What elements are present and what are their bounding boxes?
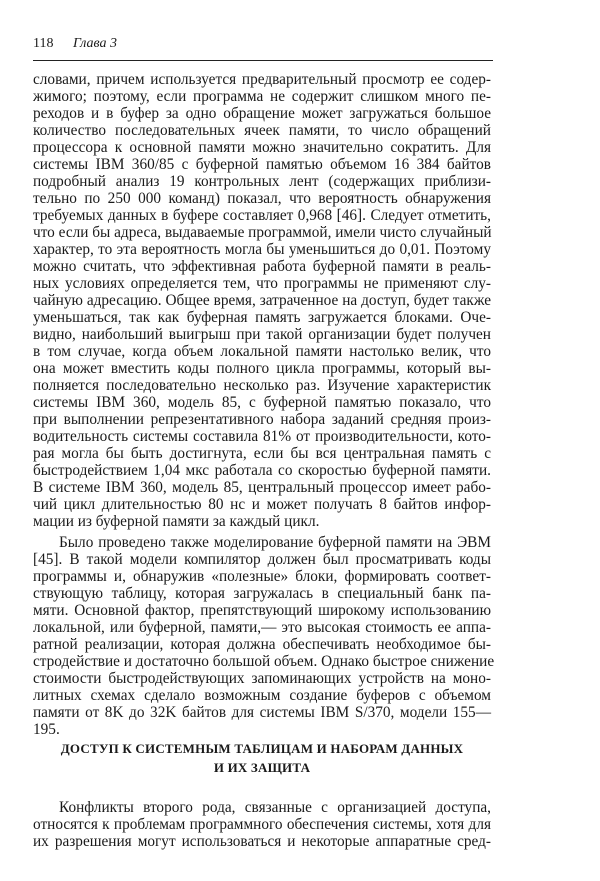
paragraph-3 [33,799,491,850]
text-line: [45]. В такой модели компилятор должен был просматривать коды [33,551,491,568]
text-line: литных схемах сделало возможным создание буферов с объемом [33,687,491,704]
text-line: Было проведено также моделирование буферной памяти на ЭВМ [59,534,491,551]
page-number: 118 [33,36,54,51]
text-line: ратной реализации, которая должна обеспечивать необходимое бы- [33,636,491,653]
text-line: требуемых данных в буфере составляет 0,968 [46]. Следует отметить, [33,207,491,224]
text-line: при выполнении репрезентативного набора заданий средняя произ- [33,411,491,428]
text-line: стродействие и достаточно большой объем. Однако быстрое снижение [33,653,495,670]
text-line: 195. [33,721,60,738]
text-line: в том случае, когда объем локальной памяти настолько велик, что [33,343,491,360]
text-line: жимого; поэтому, если программа не содержит слишком много пе- [33,88,491,105]
chapter-title: Глава 3 [72,36,117,51]
running-header [33,36,117,52]
text-line: системы IBM 360/85 с буферной памятью объемом 16 384 байтов [33,156,491,173]
text-line: ствующую таблицу, которая загружалась в специальный банк па- [33,585,491,602]
text-line: полняется последовательно несколько раз. Изучение характеристик [33,377,491,394]
paragraph-2 [33,534,495,738]
text-line: реходов и в буфер за одно обращение может загружаться большое [33,105,491,122]
text-line: ных условиях определяется тем, что программы не применяют слу- [33,275,491,292]
text-line: стоимости быстродействующих запоминающих устройств на моно- [33,670,491,687]
text-line: характер, то эта вероятность могла бы уменьшиться до 0,01. Поэтому [33,241,491,258]
text-line: Конфликты второго рода, связанные с организацией доступа, [59,799,491,816]
text-line: рая могла бы быть достигнута, если бы вся центральная память с [33,445,491,462]
text-line: процессора к основной памяти можно значительно сократить. Для [33,139,491,156]
header-rule [33,60,493,61]
section-heading [33,739,491,777]
text-line: мяти. Основной фактор, препятствующий широкому использованию [33,602,491,619]
paragraph-1 [33,71,491,530]
text-line: она может вместить коды полного цикла программы, который вы- [33,360,491,377]
text-line: системы IBM 360, модель 85, с буферной памятью показало, что [33,394,491,411]
section-heading-line: И ИХ ЗАЩИТА [213,760,311,775]
text-line: можно считать, что эффективная работа буферной памяти в реаль- [33,258,491,275]
section-heading-line: ДОСТУП К СИСТЕМНЫМ ТАБЛИЦАМ И НАБОРАМ ДАННЫХ [60,741,464,756]
text-line: водительность системы составила 81% от производительности, кото- [33,428,491,445]
text-line: их разрешения могут использоваться и некоторые аппаратные сред- [33,833,491,850]
text-line: чайную адресацию. Общее время, затраченное на доступ, будет также [33,292,491,309]
text-line: количество последовательных ячеек памяти, то число обращений [33,122,491,139]
text-line: словами, причем используется предварительный просмотр ее содер- [33,71,491,88]
text-line: подробный анализ 19 контрольных лент (содержащих приблизи- [33,173,491,190]
text-line: памяти от 8K до 32K байтов для системы IBM S/370, модели 155— [33,704,491,721]
text-line: локальной, или буферной, памяти,— это высокая стоимость ее аппа- [33,619,491,636]
text-line: В системе IBM 360, модель 85, центральный процессор имеет рабо- [33,479,491,496]
text-line: уменьшаться, так как буферная память загружается блоками. Оче- [33,309,491,326]
text-line: видно, наибольший выигрыш при такой организации будет получен [33,326,491,343]
text-line: чий цикл длительностью 80 нс и может получать 8 байтов инфор- [33,496,491,513]
text-line: быстродействием 1,04 мкс работала со скоростью буферной памяти. [33,462,491,479]
text-line: тельно по 250 000 команд) показал, что вероятность обнаружения [33,190,491,207]
text-line: относятся к проблемам программного обеспечения системы, хотя для [33,816,491,833]
text-line: что если бы адреса, выдаваемые программой, имели чисто случайный [33,224,492,241]
text-line: программы и, обнаружив «полезные» блоки, формировать соответ- [33,568,491,585]
text-line: мации из буферной памяти за каждый цикл. [33,513,320,530]
